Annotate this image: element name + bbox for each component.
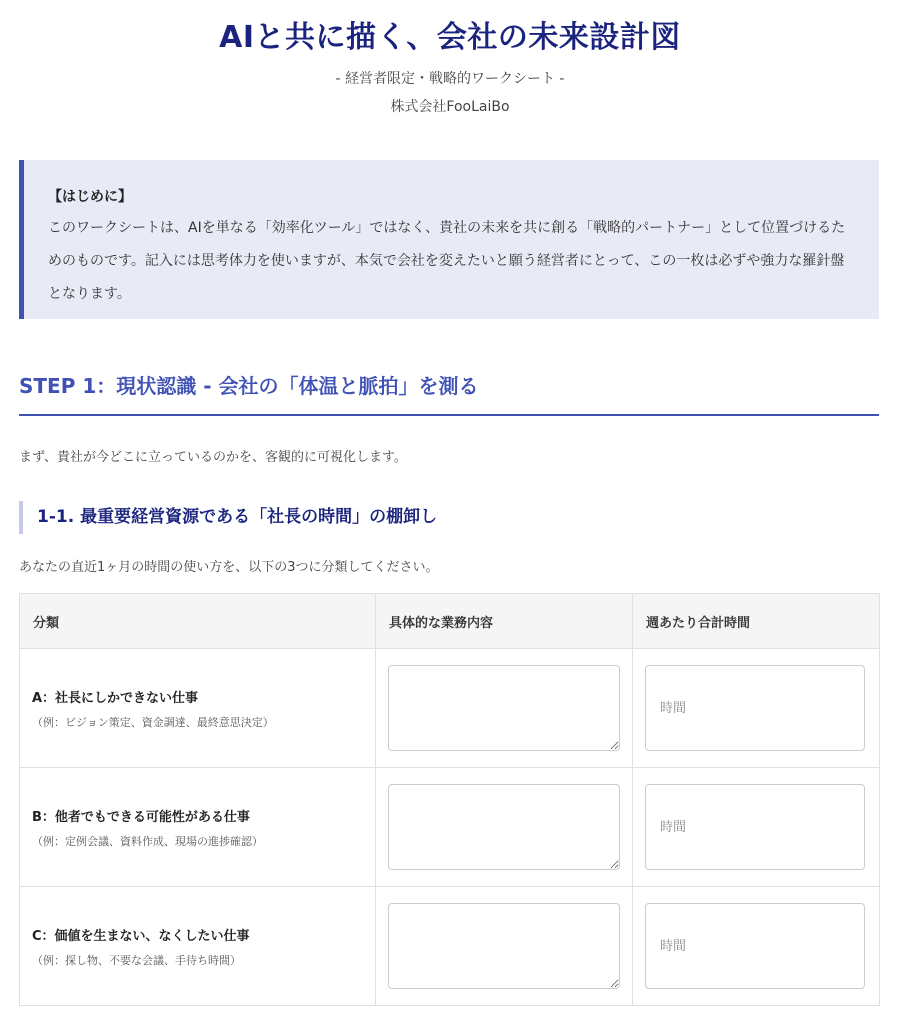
header-weekly-hours: 週あたり合計時間 <box>633 594 880 649</box>
category-example: （例：探し物、不要な会議、手待ち時間） <box>32 953 241 967</box>
weekly-hours-input-b[interactable] <box>645 784 865 870</box>
task-details-textarea-c[interactable] <box>388 903 620 989</box>
table-header-row <box>20 594 880 649</box>
weekly-hours-input-c[interactable] <box>645 903 865 989</box>
step1-divider <box>19 414 879 416</box>
weekly-hours-cell <box>633 768 880 887</box>
header-task-details: 具体的な業務内容 <box>376 594 633 649</box>
task-details-cell <box>376 649 633 768</box>
task-details-textarea-b[interactable] <box>388 784 620 870</box>
category-example: （例：定例会議、資料作成、現場の進捗確認） <box>32 834 263 848</box>
section-1-1-lead: あなたの直近1ヶ月の時間の使い方を、以下の3つに分類してください。 <box>19 560 439 575</box>
category-cell <box>20 768 376 887</box>
weekly-hours-input-a[interactable] <box>645 665 865 751</box>
table-row <box>20 649 880 768</box>
task-details-textarea-a[interactable] <box>388 665 620 751</box>
section-1-1-heading: 1-1. 最重要経営資源である「社長の時間」の棚卸し <box>19 501 437 534</box>
step1-heading: STEP 1：現状認識 - 会社の「体温と脈拍」を測る <box>19 374 479 398</box>
category-label: B：他者でもできる可能性がある仕事 <box>32 809 250 825</box>
category-cell <box>20 887 376 1006</box>
weekly-hours-cell <box>633 887 880 1006</box>
time-allocation-table <box>19 593 880 1006</box>
page-subtitle: - 経営者限定・戦略的ワークシート - <box>335 71 565 87</box>
category-label: C：価値を生まない、なくしたい仕事 <box>32 928 250 944</box>
step1-lead: まず、貴社が今どこに立っているのかを、客観的に可視化します。 <box>19 450 407 465</box>
category-label: A：社長にしかできない仕事 <box>32 690 199 706</box>
category-cell <box>20 649 376 768</box>
table-row <box>20 887 880 1006</box>
table-row <box>20 768 880 887</box>
header-category: 分類 <box>20 594 376 649</box>
intro-text: このワークシートは、AIを単なる「効率化ツール」ではなく、貴社の未来を共に創る「戦略的パートナー」として位置づけるためのものです。記入には思考体力を使いますが、本気で会社を変えたいと願う経営者にとって、この一枚は必ずや強力な羅針盤となります。 <box>48 220 846 302</box>
page-title: AIと共に描く、会社の未来設計図 <box>219 20 681 55</box>
intro-box <box>19 160 879 319</box>
company-name: 株式会社FooLaiBo <box>390 99 510 115</box>
task-details-cell <box>376 768 633 887</box>
category-example: （例：ビジョン策定、資金調達、最終意思決定） <box>32 715 274 729</box>
intro-heading: 【はじめに】 <box>48 189 132 205</box>
weekly-hours-cell <box>633 649 880 768</box>
task-details-cell <box>376 887 633 1006</box>
